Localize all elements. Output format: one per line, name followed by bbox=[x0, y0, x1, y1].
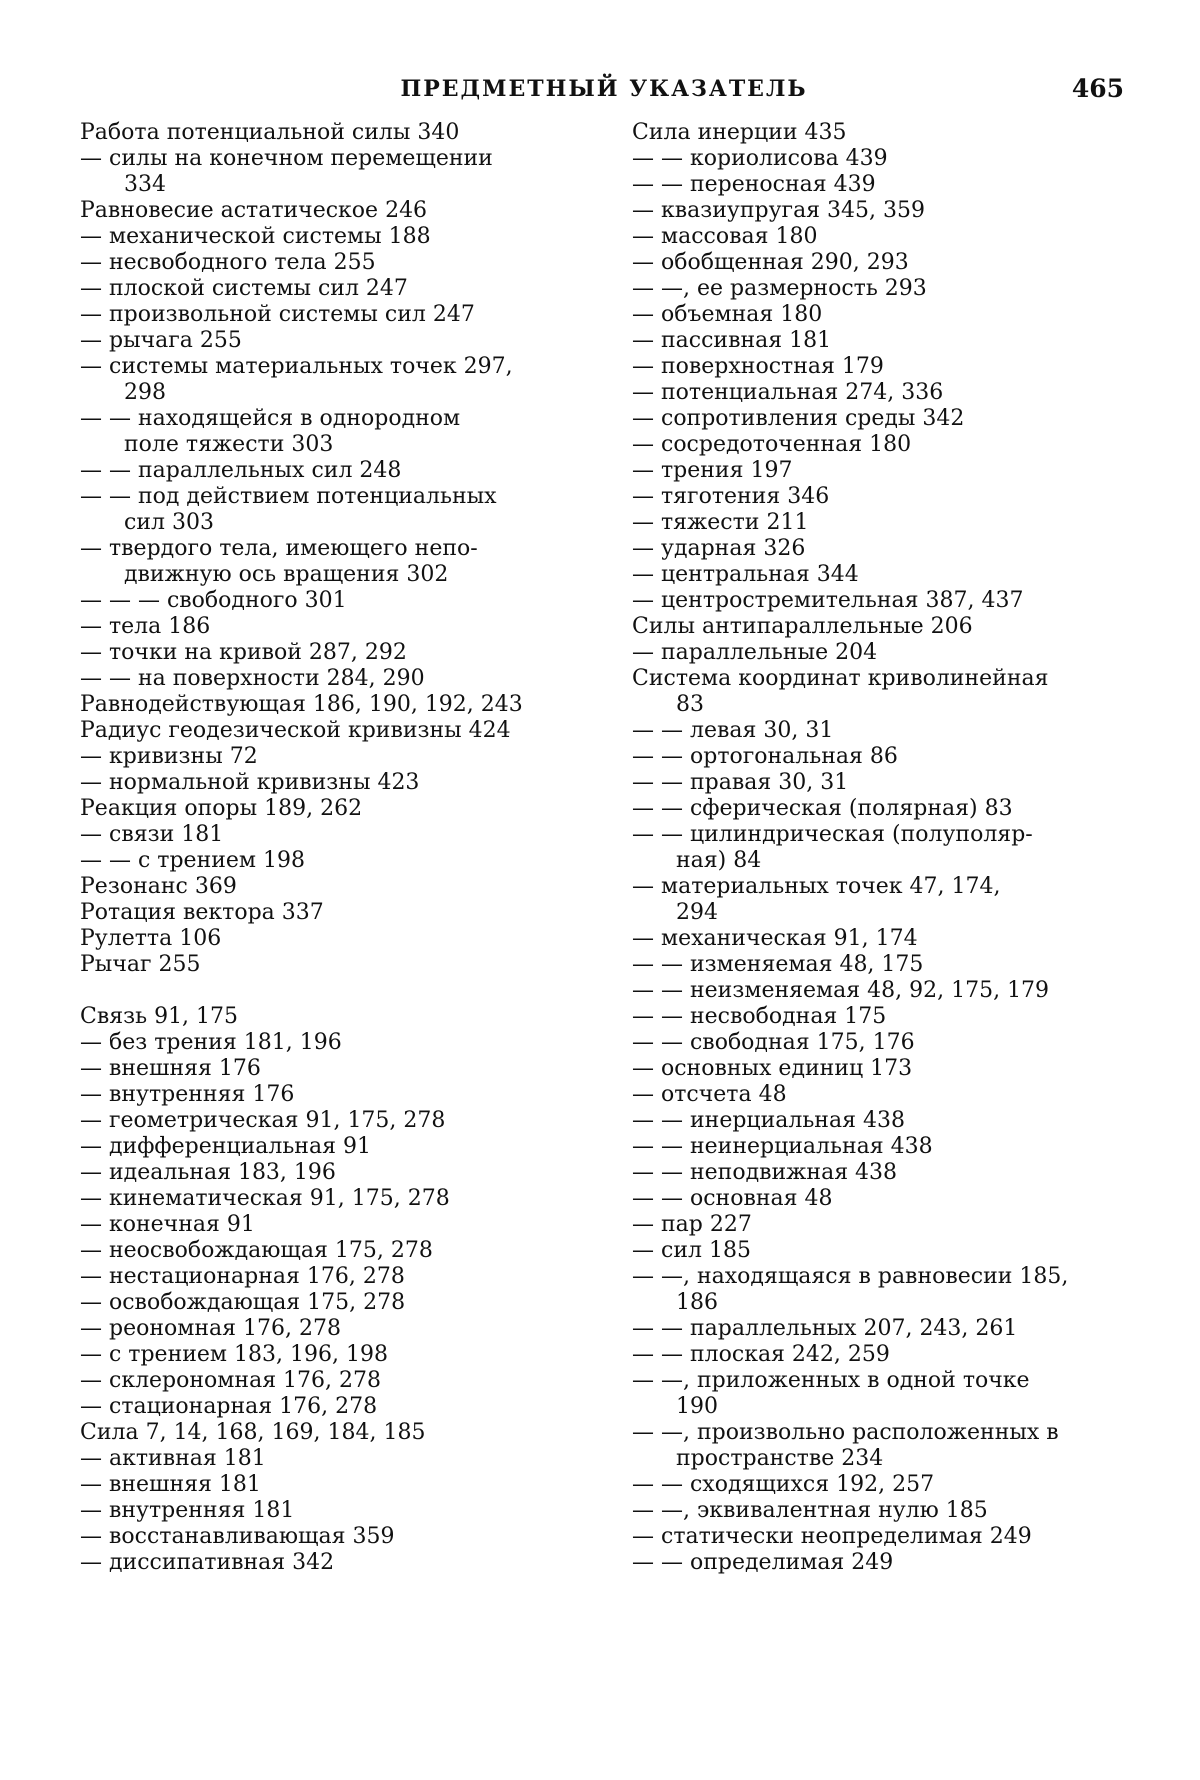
index-entry: — — ортогональная 86 bbox=[632, 744, 898, 769]
index-entry: — точки на кривой 287, 292 bbox=[80, 640, 407, 665]
index-entry: — несвободного тела 255 bbox=[80, 250, 376, 275]
index-entry: — — находящейся в однородном bbox=[80, 406, 461, 431]
index-entry: — — инерциальная 438 bbox=[632, 1108, 905, 1133]
index-entry-continuation: сил 303 bbox=[124, 510, 214, 535]
index-entry: — пассивная 181 bbox=[632, 328, 832, 353]
index-entry: — внешняя 181 bbox=[80, 1472, 261, 1497]
index-entry: Реакция опоры 189, 262 bbox=[80, 796, 363, 821]
index-entry: — —, ее размерность 293 bbox=[632, 276, 927, 301]
index-entry-continuation: поле тяжести 303 bbox=[124, 432, 334, 457]
index-entry: — восстанавливающая 359 bbox=[80, 1524, 395, 1549]
index-entry: — поверхностная 179 bbox=[632, 354, 884, 379]
index-entry: — — сходящихся 192, 257 bbox=[632, 1472, 935, 1497]
index-entry: — отсчета 48 bbox=[632, 1082, 787, 1107]
index-entry: Рычаг 255 bbox=[80, 952, 201, 977]
index-entry: — системы материальных точек 297, bbox=[80, 354, 513, 379]
index-entry: — внешняя 176 bbox=[80, 1056, 261, 1081]
index-entry: Ротация вектора 337 bbox=[80, 900, 324, 925]
index-entry: — — неинерциальная 438 bbox=[632, 1134, 933, 1159]
index-entry: Работа потенциальной силы 340 bbox=[80, 120, 460, 145]
index-entry: — сопротивления среды 342 bbox=[632, 406, 965, 431]
index-entry-continuation: движную ось вращения 302 bbox=[124, 562, 449, 587]
index-entry: Силы антипараллельные 206 bbox=[632, 614, 973, 639]
index-entry: — объемная 180 bbox=[632, 302, 823, 327]
index-entry: — центральная 344 bbox=[632, 562, 859, 587]
index-entry: — материальных точек 47, 174, bbox=[632, 874, 1001, 899]
index-entry: — диссипативная 342 bbox=[80, 1550, 335, 1575]
index-entry-continuation: ная) 84 bbox=[676, 848, 762, 873]
index-entry: Сила инерции 435 bbox=[632, 120, 847, 145]
index-entry: — активная 181 bbox=[80, 1446, 266, 1471]
section-gap bbox=[80, 978, 585, 1004]
index-entry: — силы на конечном перемещении bbox=[80, 146, 493, 171]
index-entry: — — правая 30, 31 bbox=[632, 770, 849, 795]
index-entry: — потенциальная 274, 336 bbox=[632, 380, 944, 405]
index-column-left bbox=[80, 120, 585, 1576]
index-entry-continuation: 334 bbox=[124, 172, 166, 197]
index-entry: — — основная 48 bbox=[632, 1186, 833, 1211]
index-entry: — нестационарная 176, 278 bbox=[80, 1264, 405, 1289]
index-entry: — неосвобождающая 175, 278 bbox=[80, 1238, 433, 1263]
page-number: 465 bbox=[1071, 74, 1124, 103]
index-entry: — рычага 255 bbox=[80, 328, 242, 353]
index-entry: — твердого тела, имеющего непо- bbox=[80, 536, 478, 561]
index-entry: — — кориолисова 439 bbox=[632, 146, 888, 171]
index-entry: — ударная 326 bbox=[632, 536, 806, 561]
index-entry: — тела 186 bbox=[80, 614, 211, 639]
index-entry: Резонанс 369 bbox=[80, 874, 237, 899]
index-entry: — — цилиндрическая (полуполяр- bbox=[632, 822, 1033, 847]
index-entry: — идеальная 183, 196 bbox=[80, 1160, 336, 1185]
page-header bbox=[84, 70, 1124, 110]
index-entry: — центростремительная 387, 437 bbox=[632, 588, 1024, 613]
index-entry-continuation: 190 bbox=[676, 1394, 718, 1419]
index-entry: — без трения 181, 196 bbox=[80, 1030, 342, 1055]
index-entry: — геометрическая 91, 175, 278 bbox=[80, 1108, 446, 1133]
index-entry: — — плоская 242, 259 bbox=[632, 1342, 890, 1367]
index-entry: — плоской системы сил 247 bbox=[80, 276, 408, 301]
index-entry: — квазиупругая 345, 359 bbox=[632, 198, 926, 223]
index-entry: — стационарная 176, 278 bbox=[80, 1394, 378, 1419]
index-entry: — с трением 183, 196, 198 bbox=[80, 1342, 388, 1367]
index-entry: Рулетта 106 bbox=[80, 926, 222, 951]
index-entry: — — несвободная 175 bbox=[632, 1004, 887, 1029]
index-entry: Равнодействующая 186, 190, 192, 243 bbox=[80, 692, 523, 717]
index-entry: — нормальной кривизны 423 bbox=[80, 770, 420, 795]
index-entry: — — с трением 198 bbox=[80, 848, 306, 873]
index-entry: — —, эквивалентная нулю 185 bbox=[632, 1498, 988, 1523]
index-entry: — массовая 180 bbox=[632, 224, 818, 249]
index-entry: — параллельные 204 bbox=[632, 640, 878, 665]
running-title: ПРЕДМЕТНЫЙ УКАЗАТЕЛЬ bbox=[400, 76, 808, 102]
index-entry-continuation: пространстве 234 bbox=[676, 1446, 884, 1471]
index-entry: — сил 185 bbox=[632, 1238, 751, 1263]
index-entry: — — параллельных 207, 243, 261 bbox=[632, 1316, 1018, 1341]
index-entry: Сила 7, 14, 168, 169, 184, 185 bbox=[80, 1420, 426, 1445]
index-entry: Связь 91, 175 bbox=[80, 1004, 239, 1029]
index-entry: — — на поверхности 284, 290 bbox=[80, 666, 425, 691]
index-entry: — — свободная 175, 176 bbox=[632, 1030, 915, 1055]
index-entry: — внутренняя 176 bbox=[80, 1082, 295, 1107]
index-entry: — освобождающая 175, 278 bbox=[80, 1290, 406, 1315]
index-entry: — связи 181 bbox=[80, 822, 224, 847]
index-entry: Равновесие астатическое 246 bbox=[80, 198, 428, 223]
index-entry: — реономная 176, 278 bbox=[80, 1316, 341, 1341]
index-entry: — пар 227 bbox=[632, 1212, 752, 1237]
index-entry: — — — свободного 301 bbox=[80, 588, 347, 613]
index-entry: — обобщенная 290, 293 bbox=[632, 250, 909, 275]
index-entry: — дифференциальная 91 bbox=[80, 1134, 371, 1159]
index-entry: — —, приложенных в одной точке bbox=[632, 1368, 1030, 1393]
index-entry-continuation: 83 bbox=[676, 692, 704, 717]
index-entry: — сосредоточенная 180 bbox=[632, 432, 912, 457]
index-entry: — — определимая 249 bbox=[632, 1550, 894, 1575]
index-entry: — трения 197 bbox=[632, 458, 793, 483]
index-entry: Радиус геодезической кривизны 424 bbox=[80, 718, 511, 743]
index-entry: — —, произвольно расположенных в bbox=[632, 1420, 1059, 1445]
index-column-right bbox=[632, 120, 1140, 1576]
index-entry: — внутренняя 181 bbox=[80, 1498, 295, 1523]
index-entry: — склерономная 176, 278 bbox=[80, 1368, 382, 1393]
index-entry: — статически неопределимая 249 bbox=[632, 1524, 1032, 1549]
index-entry: — — неподвижная 438 bbox=[632, 1160, 898, 1185]
index-entry: — кинематическая 91, 175, 278 bbox=[80, 1186, 450, 1211]
index-entry: — механической системы 188 bbox=[80, 224, 431, 249]
index-entry: — — изменяемая 48, 175 bbox=[632, 952, 924, 977]
index-entry: Система координат криволинейная bbox=[632, 666, 1049, 691]
index-entry: — — параллельных сил 248 bbox=[80, 458, 402, 483]
index-entry: — конечная 91 bbox=[80, 1212, 255, 1237]
index-entry-continuation: 294 bbox=[676, 900, 718, 925]
index-entry: — — переносная 439 bbox=[632, 172, 876, 197]
index-entry: — основных единиц 173 bbox=[632, 1056, 913, 1081]
index-entry-continuation: 186 bbox=[676, 1290, 718, 1315]
index-entry: — — левая 30, 31 bbox=[632, 718, 834, 743]
index-entry-continuation: 298 bbox=[124, 380, 166, 405]
index-entry: — произвольной системы сил 247 bbox=[80, 302, 475, 327]
index-entry: — — под действием потенциальных bbox=[80, 484, 497, 509]
index-entry: — механическая 91, 174 bbox=[632, 926, 918, 951]
index-entry: — — сферическая (полярная) 83 bbox=[632, 796, 1013, 821]
index-entry: — — неизменяемая 48, 92, 175, 179 bbox=[632, 978, 1050, 1003]
index-entry: — тяжести 211 bbox=[632, 510, 809, 535]
index-entry: — тяготения 346 bbox=[632, 484, 830, 509]
index-entry: — кривизны 72 bbox=[80, 744, 258, 769]
index-entry: — —, находящаяся в равновесии 185, bbox=[632, 1264, 1069, 1289]
